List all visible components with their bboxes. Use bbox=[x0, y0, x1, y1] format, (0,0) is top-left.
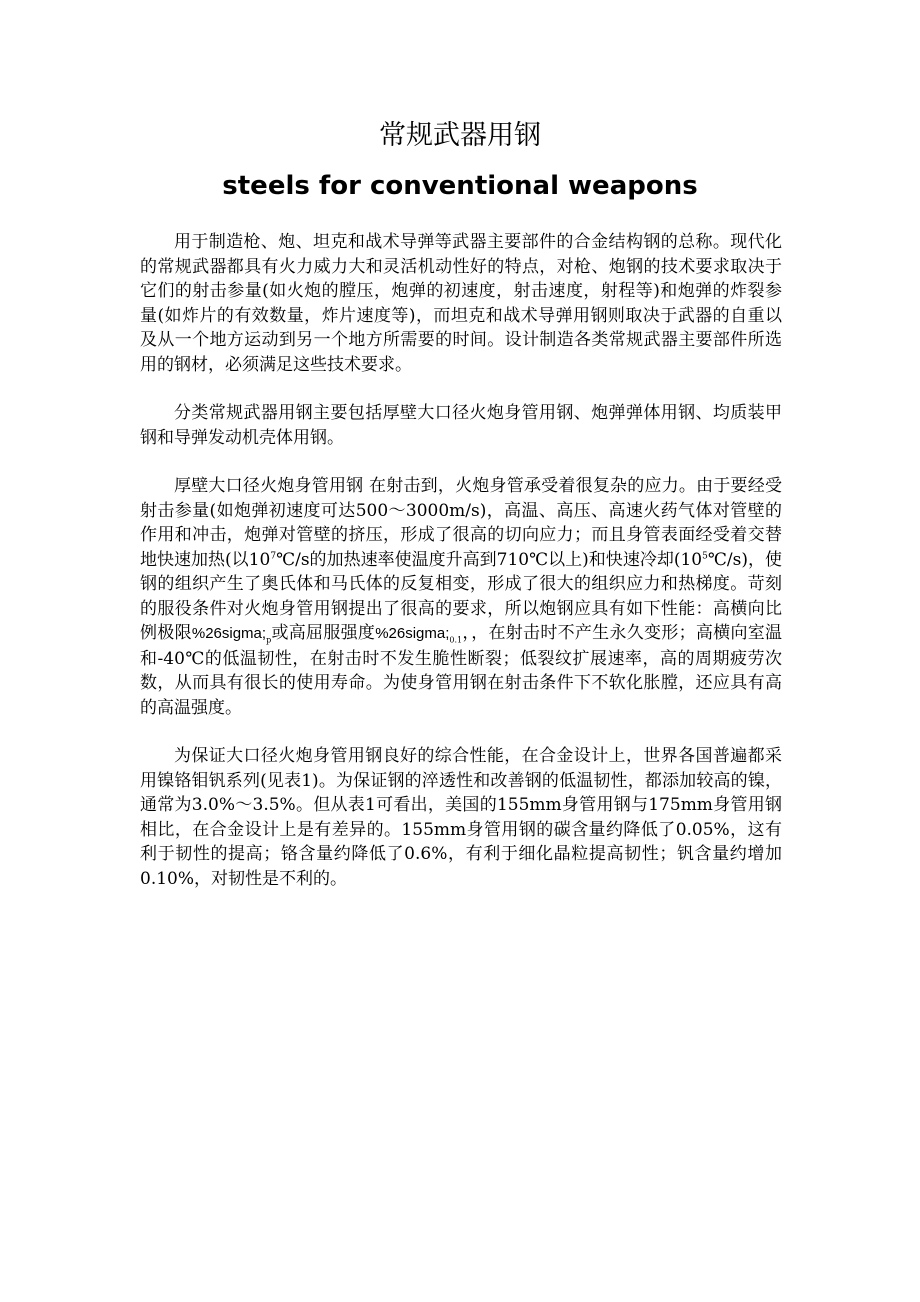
page-title: 常规武器用钢 bbox=[379, 120, 541, 151]
sigma-symbol-text: %26sigma; bbox=[191, 625, 267, 642]
paragraph-gun-barrel-steel bbox=[140, 474, 782, 720]
text-segment: ，，在射击时不产生永久变形；高横向室温和-40℃的低温韧性，在射击时不发生脆性断裂；低裂纹扩展速率，高的周期疲劳次数，从而具有很长的使用寿命。为使身管用钢在射击条件下不软化胀膛，还应具有高的高温强度。 bbox=[140, 623, 783, 718]
sigma-symbol-text: %26sigma; bbox=[375, 625, 450, 642]
text-segment: 或高屈服强度 bbox=[271, 623, 376, 643]
paragraph-definition: 用于制造枪、炮、坦克和战术导弹等武器主要部件的合金结构钢的总称。现代化的常规武器都具有火力威力大和灵活机动性好的特点，对枪、炮钢的技术要求取决于它们的射击参量(如火炮的膛压，炮弹的初速度，射击速度，射程等)和炮弹的炸裂参量(如炸片的有效数量，炸片速度等)，而坦克和战术导弹用钢则取决于武器的自重以及从一个地方运动到另一个地方所需要的时间。设计制造各类常规武器主要部件所选用的钢材，必须满足这些技术要求。 bbox=[140, 232, 782, 375]
document-body bbox=[140, 230, 782, 915]
paragraph-classification: 分类常规武器用钢主要包括厚壁大口径火炮身管用钢、炮弹弹体用钢、均质装甲钢和导弹发动机壳体用钢。 bbox=[140, 403, 782, 448]
superscript: 7 bbox=[270, 550, 277, 561]
text-segment: 厚壁大口径火炮身管用钢 在射击到，火炮身管承受着很复杂的应力。由于要经受射击参量(如炮弹初速度可达500～3000m/s)，高温、高压、高速火药气体对管壁的作用和冲击，炮弹对管壁的挤压，形成了很高的切向应力；而且身管表面经受着交替地快速加热(以10 bbox=[140, 476, 782, 570]
subscript: p bbox=[266, 635, 272, 645]
paragraph-alloy-design: 为保证大口径火炮身管用钢良好的综合性能，在合金设计上，世界各国普遍都采用镍铬钼钒系列(见表1)。为保证钢的淬透性和改善钢的低温韧性，都添加较高的镍，通常为3.0%～3.5%。但从表1可看出，美国的155mm身管用钢与175mm身管用钢相比，在合金设计上是有差异的。155mm身管用钢的碳含量约降低了0.05%，这有利于韧性的提高；铬含量约降低了0.6%，有利于细化晶粒提高韧性；钒含量约增加0.10%，对韧性是不利的。 bbox=[140, 746, 782, 889]
text-segment: ℃/s的加热速率使温度升高到710℃以上)和快速冷却(10 bbox=[276, 549, 703, 570]
text-segment: ℃/s)，使钢的组织产生了奥氏体和马氏体的反复相变，形成了很大的组织应力和热梯度。苛刻的服役条件对火炮身管用钢提出了很高的要求，所以炮钢应具有如下性能：高横向比例极限 bbox=[140, 549, 782, 643]
subscript: 0.1 bbox=[449, 635, 463, 645]
page-subtitle: steels for conventional weapons bbox=[222, 171, 698, 201]
superscript: 5 bbox=[702, 550, 708, 561]
